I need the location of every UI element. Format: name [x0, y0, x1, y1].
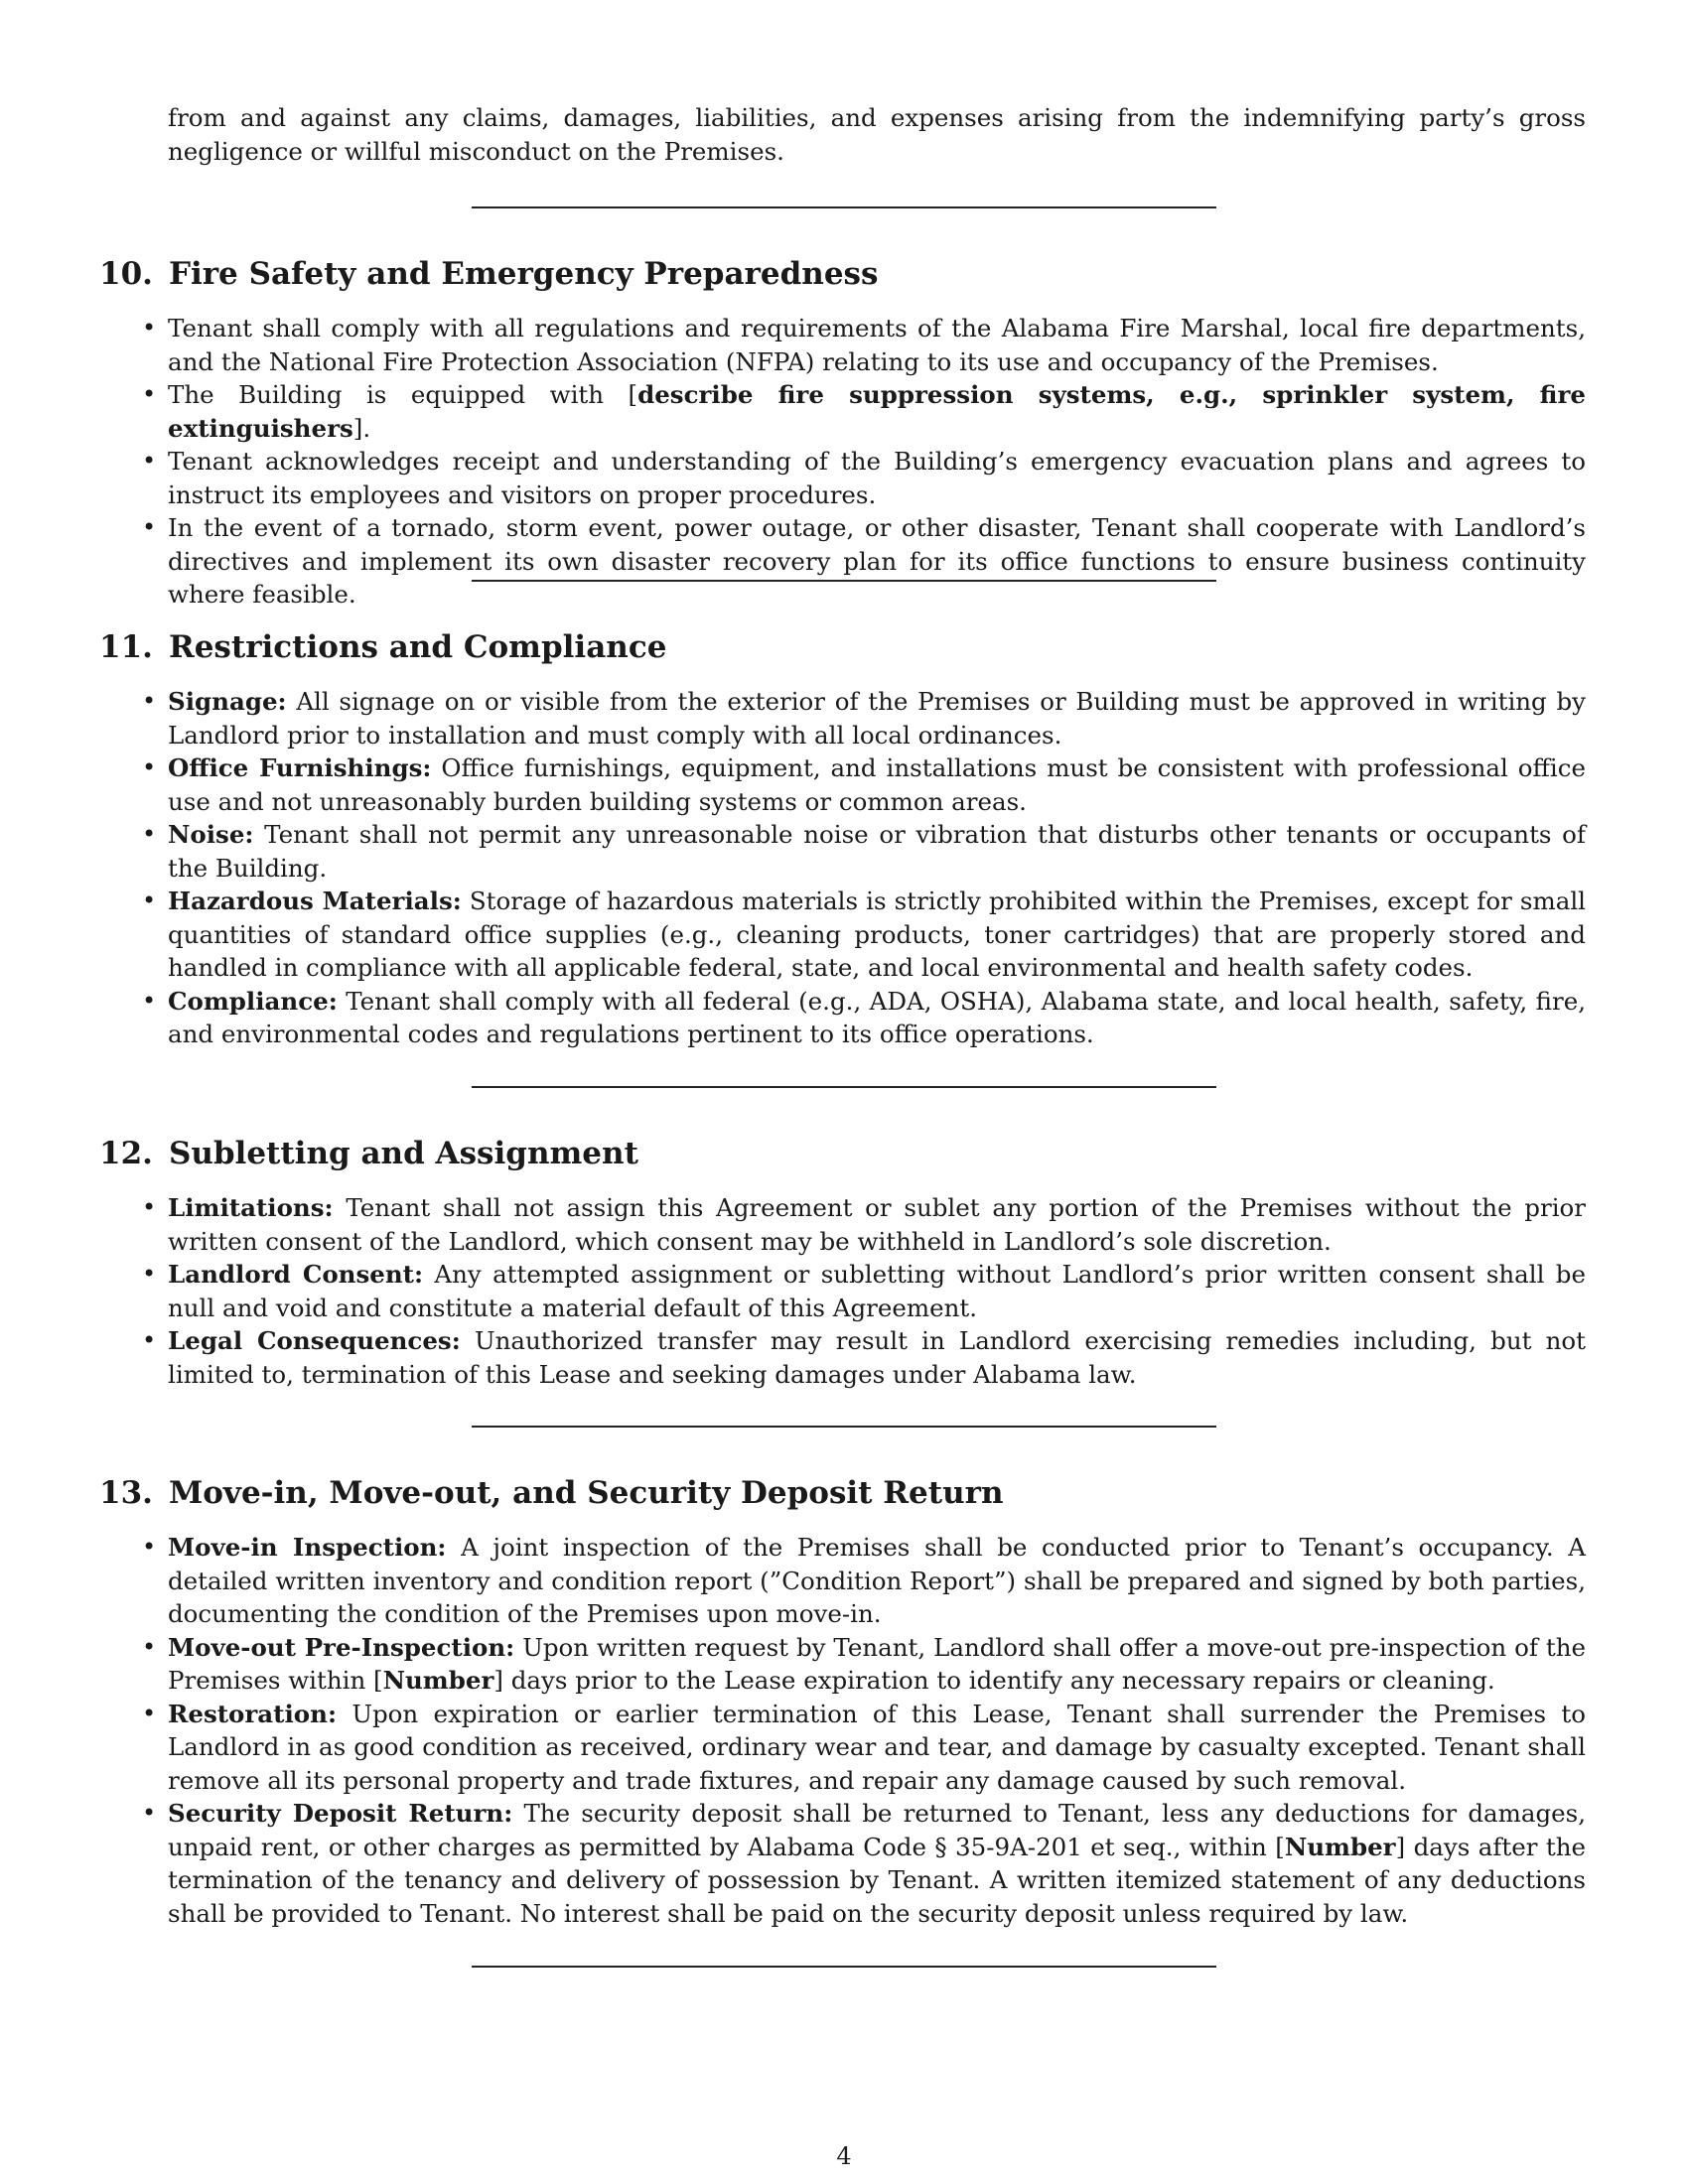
item-label: Signage: — [168, 687, 287, 716]
section-title: Move-in, Move-out, and Security Deposit Return — [168, 1475, 1004, 1511]
section-title: Fire Safety and Emergency Preparedness — [168, 256, 879, 292]
list-item — [168, 312, 1586, 378]
item-text: Tenant acknowledges receipt and understanding of the Building’s emergency evacuation plans and agrees to instruct its employees and visitors on proper procedures. — [168, 447, 1586, 509]
section-title: Restrictions and Compliance — [168, 629, 667, 665]
list-item — [168, 885, 1586, 985]
section-13-heading — [99, 1473, 1004, 1513]
item-label: Office Furnishings: — [168, 753, 432, 782]
list-item — [168, 1797, 1586, 1930]
list-item — [168, 378, 1586, 445]
list-item — [168, 445, 1586, 511]
section-divider — [472, 1426, 1216, 1428]
item-text: Storage of hazardous materials is strictly prohibited within the Premises, except for small quantities of standard office supplies (e.g., cleaning products, toner cartridges) that are properly stored and handled in compliance with all applicable federal, state, and local environmental and health safety codes. — [168, 887, 1586, 982]
section-12-heading — [99, 1134, 638, 1173]
section-divider — [472, 206, 1216, 208]
section-divider — [472, 1086, 1216, 1088]
item-label: Legal Consequences: — [168, 1326, 461, 1355]
item-text: Upon written request by Tenant, Landlord shall offer a move-out pre-inspection of the Premises within [ — [168, 1632, 1587, 1695]
item-text-end: ]. — [352, 413, 371, 443]
page-number: 4 — [836, 2142, 852, 2170]
section-12-list — [168, 1191, 1586, 1391]
item-label: Limitations: — [168, 1193, 334, 1222]
intro-paragraph: from and against any claims, damages, liabilities, and expenses arising from the indemnifying party’s gross negligence or willful misconduct on the Premises. — [168, 103, 1586, 166]
item-label: Move-out Pre-Inspection: — [168, 1632, 515, 1662]
section-number: 12. — [99, 1136, 153, 1171]
section-title: Subletting and Assignment — [168, 1136, 638, 1171]
item-text: Office furnishings, equipment, and installations must be consistent with professional office use and not unreasonably burden building systems or common areas. — [168, 753, 1586, 816]
list-item — [168, 685, 1586, 751]
item-text: A joint inspection of the Premises shall be conducted prior to Tenant’s occupancy. A detailed written inventory and condition report (”Condition Report”) shall be prepared and signed by both parties, documenting the condition of the Premises upon move-in. — [168, 1533, 1586, 1628]
item-text: The security deposit shall be returned to Tenant, less any deductions for damages, unpaid rent, or other charges as permitted by Alabama Code § 35-9A-201 et seq., within [ — [168, 1799, 1586, 1861]
item-text-end: ] days after the termination of the tenancy and delivery of possession by Tenant. A written itemized statement of any deductions shall be provided to Tenant. No interest shall be paid on the security deposit unless required by law. — [168, 1832, 1586, 1928]
section-number: 13. — [99, 1475, 153, 1511]
placeholder-text: Number — [382, 1666, 494, 1695]
list-item — [168, 1324, 1586, 1391]
item-text: Tenant shall not permit any unreasonable noise or vibration that disturbs other tenants or occupants of the Building. — [168, 820, 1586, 883]
item-label: Hazardous Materials: — [168, 887, 462, 915]
section-number: 10. — [99, 256, 153, 292]
item-label: Compliance: — [168, 986, 338, 1016]
item-text: The Building is equipped with [ — [168, 380, 638, 409]
list-item — [168, 1258, 1586, 1324]
section-divider — [472, 1966, 1216, 1968]
item-text: In the event of a tornado, storm event, power outage, or other disaster, Tenant shall cooperate with Landlord’s directives and implement its own disaster recovery plan for its office functions to ensure business continuity where feasible. — [168, 513, 1586, 609]
item-text: Upon expiration or earlier termination of this Lease, Tenant shall surrender the Premises to Landlord in as good condition as received, ordinary wear and tear, and damage by casualty excepted. Tenant shall remove all its personal property and trade fixtures, and repair any damage caused by such removal. — [168, 1699, 1586, 1795]
item-label: Noise: — [168, 820, 254, 849]
section-11-list — [168, 685, 1586, 1051]
section-10-heading — [99, 254, 878, 294]
item-label: Restoration: — [168, 1699, 338, 1728]
list-item — [168, 751, 1586, 818]
placeholder-text: describe fire suppression systems, e.g., sprinkler system, fire extinguishers — [168, 380, 1586, 443]
list-item — [168, 1631, 1586, 1698]
item-text: Tenant shall comply with all regulations and requirements of the Alabama Fire Marshal, local fire departments, and the National Fire Protection Association (NFPA) relating to its use and occupancy of the Premises. — [168, 314, 1586, 376]
item-text: Unauthorized transfer may result in Landlord exercising remedies including, but not limited to, termination of this Lease and seeking damages under Alabama law. — [168, 1326, 1586, 1389]
list-item — [168, 818, 1586, 885]
list-item — [168, 511, 1586, 612]
item-text-end: ] days prior to the Lease expiration to identify any necessary repairs or cleaning. — [493, 1666, 1495, 1695]
list-item — [168, 1191, 1586, 1258]
section-number: 11. — [99, 629, 153, 665]
item-label: Security Deposit Return: — [168, 1799, 513, 1828]
item-label: Move-in Inspection: — [168, 1533, 447, 1562]
list-item — [168, 1531, 1586, 1631]
section-divider — [472, 580, 1216, 582]
list-item — [168, 1698, 1586, 1798]
item-text: Any attempted assignment or subletting without Landlord’s prior written consent shall be null and void and constitute a material default of this Agreement. — [168, 1260, 1586, 1322]
section-13-list — [168, 1531, 1586, 1930]
item-text: All signage on or visible from the exterior of the Premises or Building must be approved in writing by Landlord prior to installation and must comply with all local ordinances. — [168, 687, 1586, 750]
item-text: Tenant shall comply with all federal (e.g., ADA, OSHA), Alabama state, and local health, safety, fire, and environmental codes and regulations pertinent to its office operations. — [168, 986, 1586, 1048]
item-label: Landlord Consent: — [168, 1260, 424, 1289]
section-11-heading — [99, 627, 666, 667]
section-10-list — [168, 312, 1586, 612]
placeholder-text: Number — [1284, 1832, 1396, 1861]
item-text: Tenant shall not assign this Agreement or sublet any portion of the Premises without the prior written consent of the Landlord, which consent may be withheld in Landlord’s sole discretion. — [168, 1193, 1586, 1256]
list-item — [168, 985, 1586, 1051]
